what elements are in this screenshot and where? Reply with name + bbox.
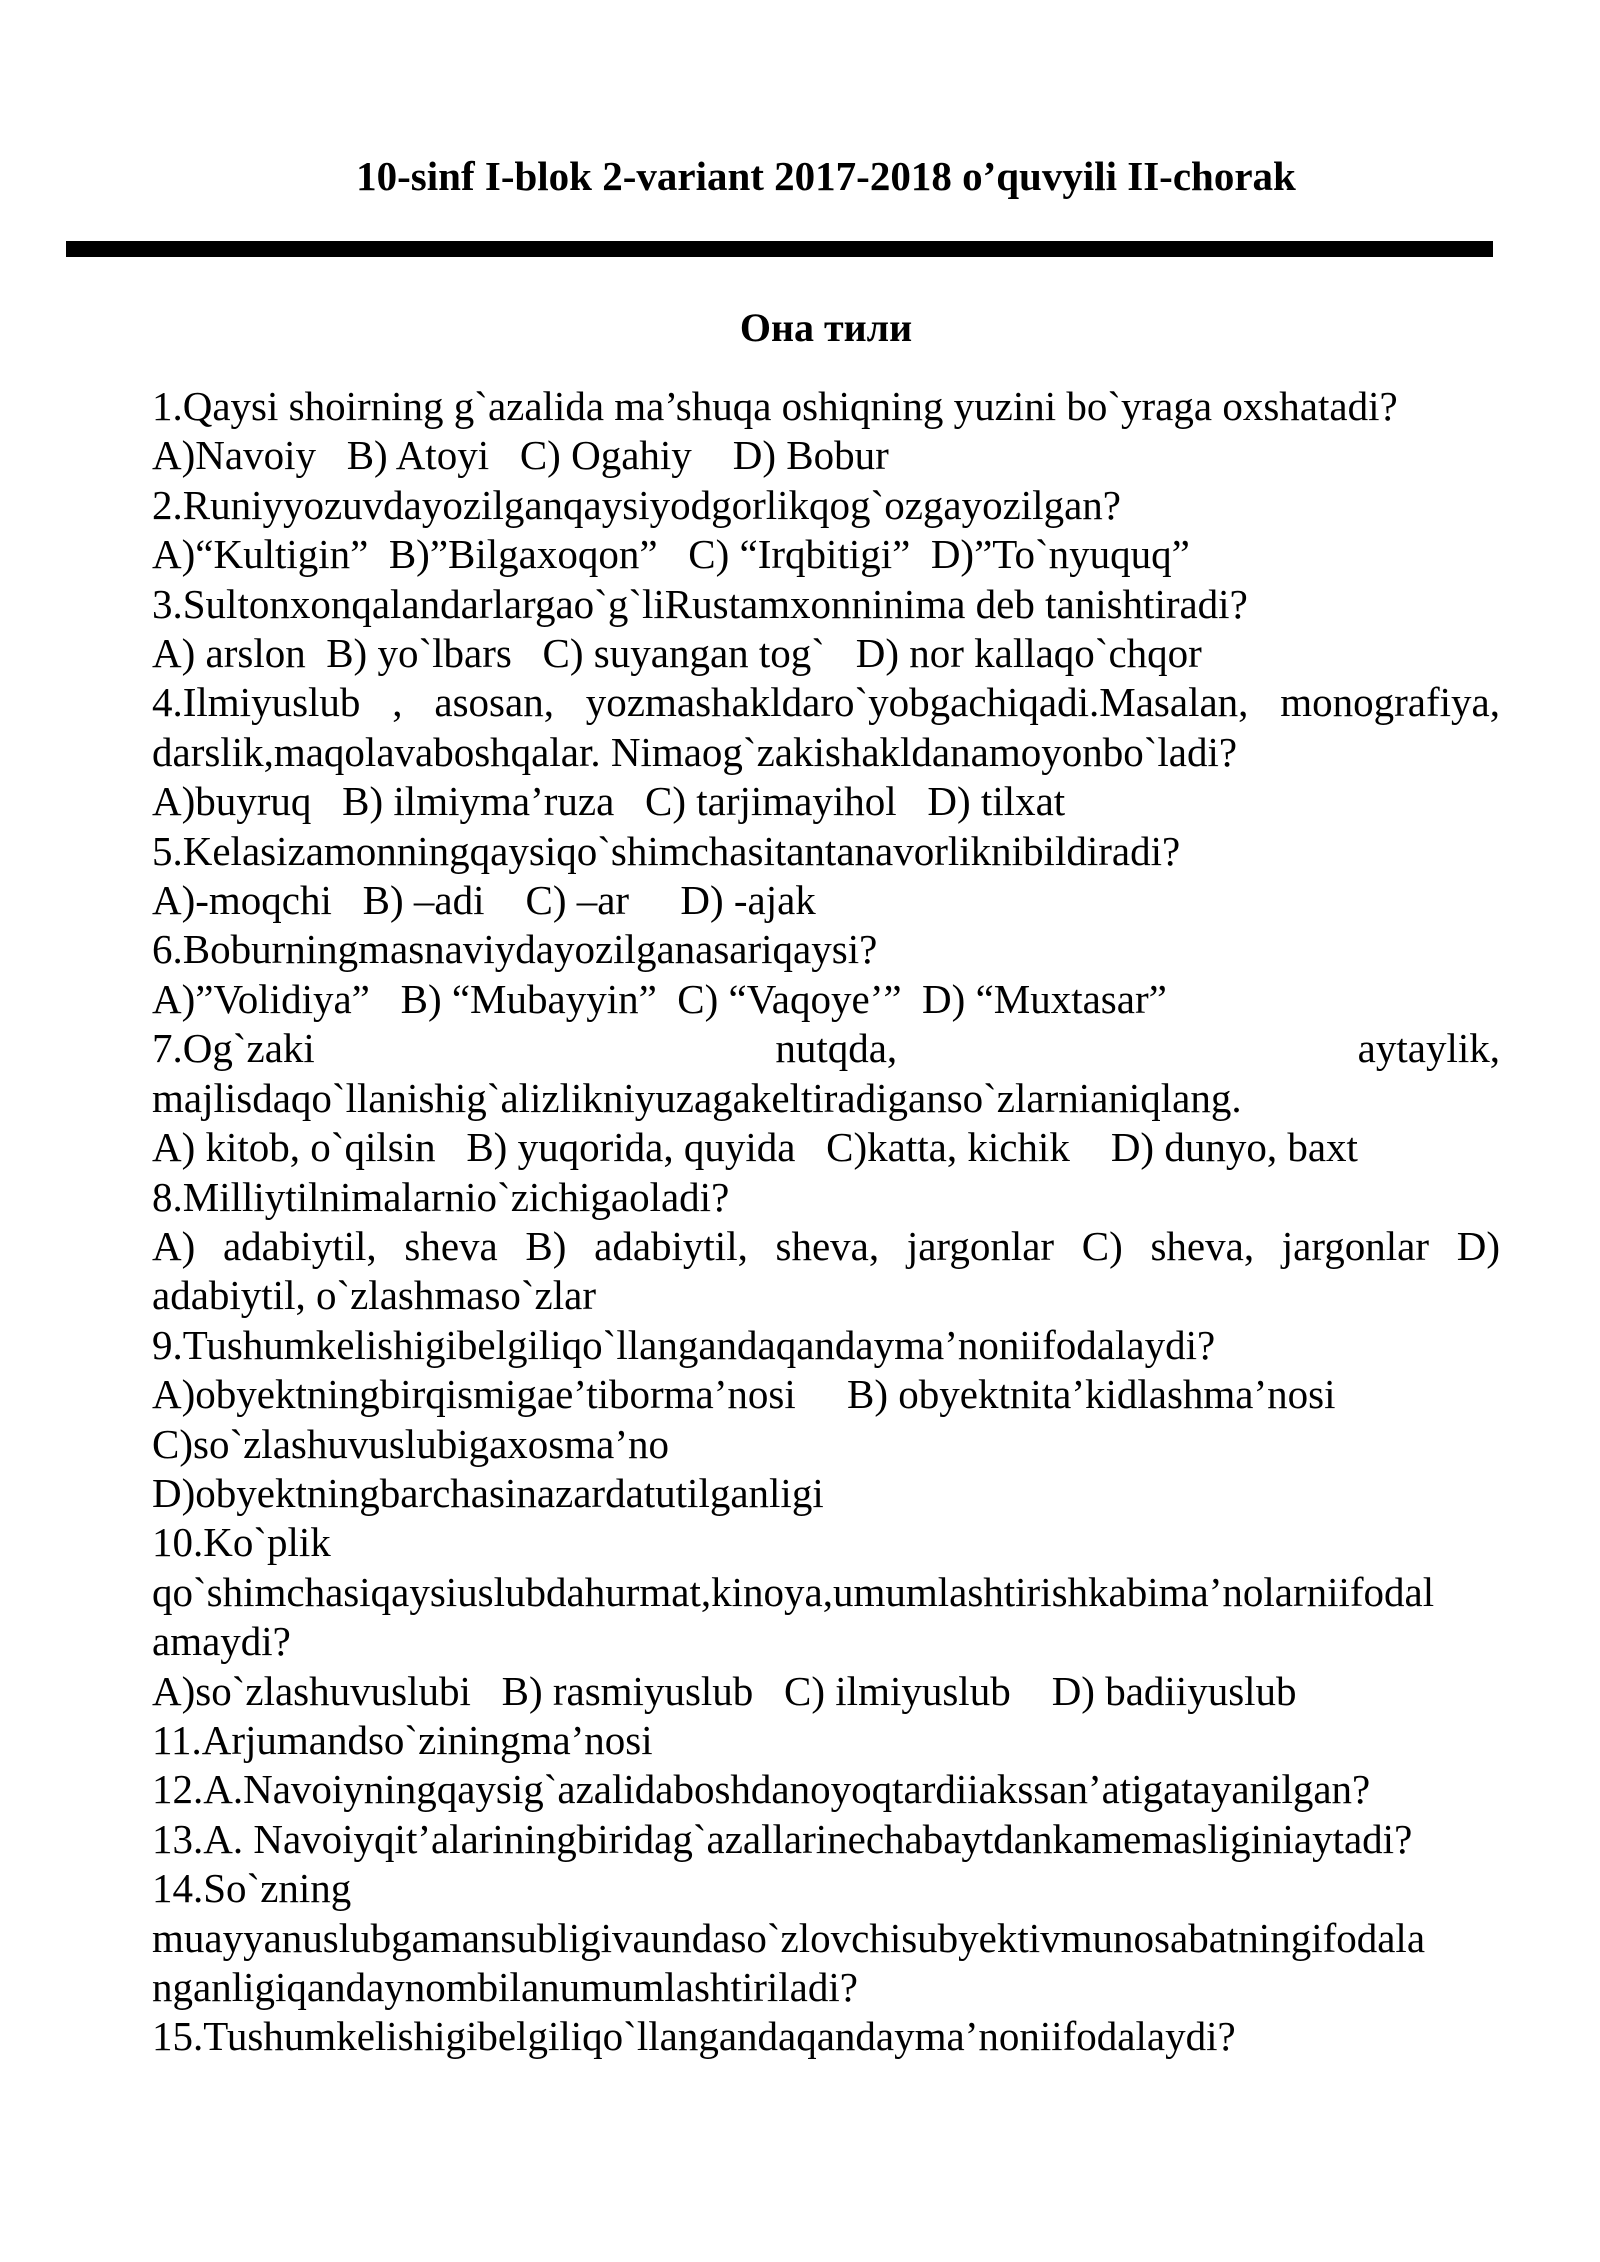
text-line: 1.Qaysi shoirning g`azalida ma’shuqa oshiqning yuzini bo`yraga oxshatadi? [152, 383, 1398, 429]
text-line: 9.Tushumkelishigibelgiliqo`llangandaqandayma’noniifodalaydi? [152, 1321, 1216, 1368]
text-line: A)“Kultigin” B)”Bilgaxoqon” C) “Irqbitigi” D)”To`nyuquq” [152, 531, 1190, 578]
text-line: A) arslon B) yo`lbars C) suyangan tog` D) nor kallaqo`chqor [152, 630, 1202, 677]
text-line: 2.Runiyyozuvdayozilganqaysiyodgorlikqog`ozgayozilgan? [152, 481, 1121, 528]
text-line: 13.A. Navoiyqit’alariningbiridag`azallarinechabaytdankamemasliginiaytadi? [152, 1815, 1413, 1862]
text-line: 3.Sultonxonqalandarlargao`g`liRustamxonninima deb tanishtiradi? [152, 580, 1248, 627]
text-line: A) adabiytil, sheva B) adabiytil, sheva, jargonlar C) sheva, jargonlar D) [152, 1222, 1500, 1269]
text-line: 8.Milliytilnimalarnio`zichigaoladi? [152, 1173, 730, 1220]
text-line: muayyanuslubgamansubligivaundaso`zlovchisubyektivmunosabatningifodala [152, 1914, 1426, 1961]
text-line: nganligiqandaynombilanumumlashtiriladi? [152, 1964, 858, 2010]
text-line: majlisdaqo`llanishig`alizlikniyuzagakeltiradiganso`zlarnianiqlang. [152, 1074, 1242, 1121]
text-line: 12.A.Navoiyningqaysig`azalidaboshdanoyoqtardiiakssan’atigatayanilgan? [152, 1766, 1371, 1813]
text-line: 10.Ko`plik [152, 1519, 331, 1566]
text-line: 7.Og`zaki nutqda, aytaylik, [152, 1025, 1500, 1072]
text-line: darslik,maqolavaboshqalar. Nimaog`zakishakldanamoyonbo`ladi? [152, 728, 1238, 775]
text-line: C)so`zlashuvuslubigaxosma’no [152, 1420, 669, 1467]
text-line: 6.Boburningmasnaviydayozilganasariqaysi? [152, 926, 878, 973]
text-line: D)obyektningbarchasinazardatutilganligi [152, 1469, 824, 1516]
text-line: amaydi? [152, 1618, 291, 1665]
subject-heading: Она тили [739, 305, 913, 350]
text-line: 11.Arjumandso`ziningma’nosi [152, 1716, 653, 1763]
text-line: adabiytil, o`zlashmaso`zlar [152, 1272, 596, 1319]
text-line: 14.So`zning [152, 1865, 352, 1912]
text-line: A)so`zlashuvuslubi B) rasmiyuslub C) ilmiyuslub D) badiiyuslub [152, 1667, 1297, 1714]
text-line: A) kitob, o`qilsin B) yuqorida, quyida C)katta, kichik D) dunyo, baxt [152, 1124, 1358, 1171]
document-body [152, 382, 1500, 2062]
divider-bar [66, 241, 1493, 257]
text-line: A)obyektningbirqismigae’tiborma’nosi B) obyektnita’kidlashma’nosi [152, 1371, 1336, 1418]
text-line: A)-moqchi B) –adi C) –ar D) -ajak [152, 877, 816, 924]
text-line: 5.Kelasizamonningqaysiqo`shimchasitantanavorliknibildiradi? [152, 827, 1181, 874]
text-line: A)buyruq B) ilmiyma’ruza C) tarjimayihol D) tilxat [152, 778, 1066, 825]
text-line: 15.Tushumkelishigibelgiliqo`llangandaqandayma’noniifodalaydi? [152, 2013, 1236, 2060]
text-line: A)Navoiy B) Atoyi C) Ogahiy D) Bobur [152, 432, 889, 479]
page-title: 10-sinf I-blok 2-variant 2017-2018 o’quvyili II-chorak [356, 153, 1296, 199]
text-line: A)”Volidiya” B) “Mubayyin” C) “Vaqoye’” D) “Muxtasar” [152, 975, 1167, 1022]
text-line: qo`shimchasiqaysiuslubdahurmat,kinoya,umumlashtirishkabima’nolarniifodal [152, 1568, 1435, 1615]
text-line: 4.Ilmiyuslub , asosan, yozmashakldaro`yobgachiqadi.Masalan, monografiya, [152, 679, 1500, 726]
